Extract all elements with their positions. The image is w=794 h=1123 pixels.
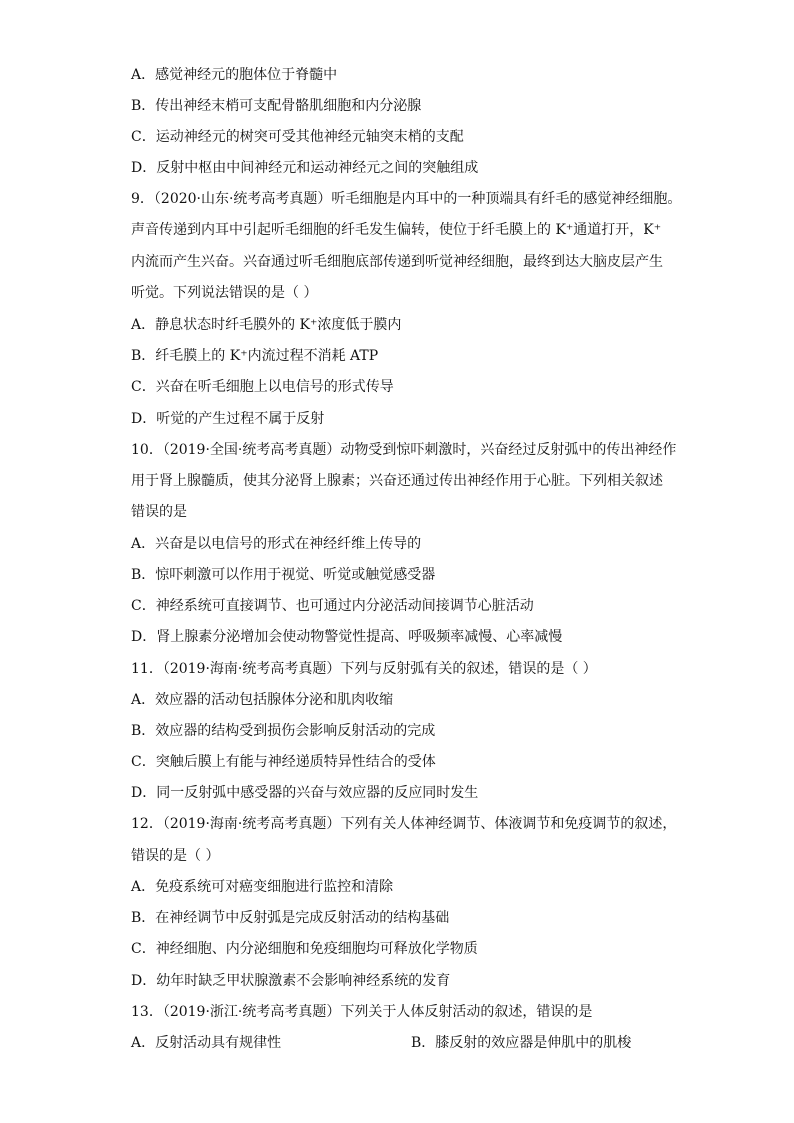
q8-option-a: A．感觉神经元的胞体位于脊髓中 [131,67,338,83]
q11-option-c: C．突触后膜上有能与神经递质特异性结合的受体 [131,754,436,770]
q11-option-a: A．效应器的活动包括腺体分泌和肌肉收缩 [131,692,394,708]
q9-stem-line-4: 听觉。下列说法错误的是（ ） [131,285,318,301]
q8-option-d: D．反射中枢由中间神经元和运动神经元之间的突触组成 [131,160,479,176]
q9-stem-line-1: 9．（2020·山东·统考高考真题）听毛细胞是内耳中的一种顶端具有纤毛的感觉神经细胞。 [131,191,682,207]
q9-option-d: D．听觉的产生过程不属于反射 [131,411,325,427]
q11-option-d: D．同一反射弧中感受器的兴奋与效应器的反应同时发生 [131,785,479,801]
q9-option-b: B．纤毛膜上的 K⁺内流过程不消耗 ATP [131,348,379,364]
q12-option-c: C．神经细胞、内分泌细胞和免疫细胞均可释放化学物质 [131,941,478,957]
q10-option-d: D．肾上腺素分泌增加会使动物警觉性提高、呼吸频率减慢、心率减慢 [131,629,563,645]
q10-stem-line-1: 10．（2019·全国·统考高考真题）动物受到惊吓刺激时，兴奋经过反射弧中的传出神经作 [131,442,677,458]
q8-option-b: B．传出神经末梢可支配骨骼肌细胞和内分泌腺 [131,98,422,114]
q12-option-d: D．幼年时缺乏甲状腺激素不会影响神经系统的发育 [131,973,451,989]
q8-option-c: C．运动神经元的树突可受其他神经元轴突末梢的支配 [131,129,464,145]
q12-option-a: A．免疫系统可对癌变细胞进行监控和清除 [131,879,394,895]
q9-stem-line-3: 内流而产生兴奋。兴奋通过听毛细胞底部传递到听觉神经细胞，最终到达大脑皮层产生 [131,254,663,270]
q12-stem-line-2: 错误的是（ ） [131,848,220,864]
q13-stem-line-1: 13．（2019·浙江·统考高考真题）下列关于人体反射活动的叙述，错误的是 [131,1004,593,1020]
q10-option-a: A．兴奋是以电信号的形式在神经纤维上传导的 [131,536,422,552]
q9-option-c: C．兴奋在听毛细胞上以电信号的形式传导 [131,379,394,395]
q12-option-b: B．在神经调节中反射弧是完成反射活动的结构基础 [131,910,450,926]
q11-option-b: B．效应器的结构受到损伤会影响反射活动的完成 [131,723,436,739]
q9-option-a: A．静息状态时纤毛膜外的 K⁺浓度低于膜内 [131,317,402,333]
q9-stem-line-2: 声音传递到内耳中引起听毛细胞的纤毛发生偏转，使位于纤毛膜上的 K⁺通道打开，K⁺ [131,222,662,238]
q10-stem-line-2: 用于肾上腺髓质，使其分泌肾上腺素；兴奋还通过传出神经作用于心脏。下列相关叙述 [131,473,663,489]
q10-option-c: C．神经系统可直接调节、也可通过内分泌活动间接调节心脏活动 [131,598,534,614]
q13-option-a: A．反射活动具有规律性 [131,1035,282,1051]
q11-stem-line-1: 11．（2019·海南·统考高考真题）下列与反射弧有关的叙述，错误的是（ ） [131,661,597,677]
q10-option-b: B．惊吓刺激可以作用于视觉、听觉或触觉感受器 [131,567,436,583]
q12-stem-line-1: 12．（2019·海南·统考高考真题）下列有关人体神经调节、体液调节和免疫调节的叙述， [131,816,677,832]
q10-stem-line-3: 错误的是 [131,504,187,520]
q13-option-b: B．膝反射的效应器是伸肌中的肌梭 [411,1035,632,1051]
